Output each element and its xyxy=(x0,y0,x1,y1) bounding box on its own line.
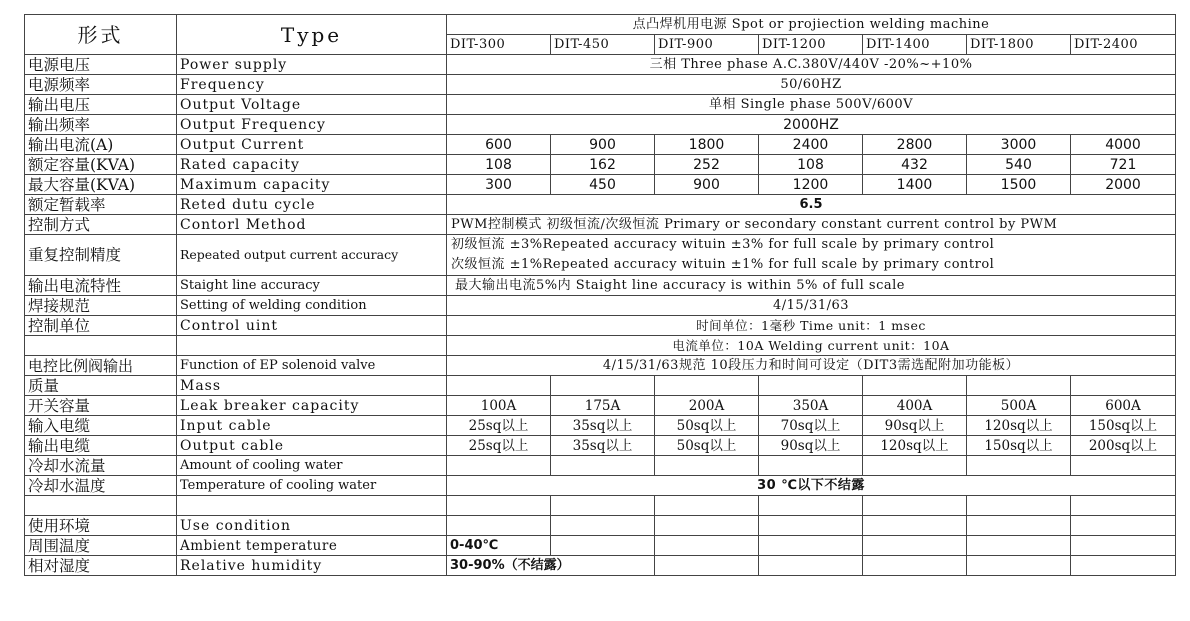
model-dit-450: DIT-450 xyxy=(551,35,655,55)
accuracy-line-primary: 初级恒流 ±3%Repeated accuracy wituin ±3% for full scale by primary control xyxy=(451,237,995,252)
spec-table xyxy=(24,14,1176,576)
label-zh: 焊接规范 xyxy=(25,296,177,316)
cell-value: 25sq以上 xyxy=(447,416,551,436)
cell-value: 150sq以上 xyxy=(967,436,1071,456)
empty-cell xyxy=(447,516,551,536)
label-zh: 冷却水流量 xyxy=(25,456,177,476)
table-row xyxy=(25,235,1176,276)
empty-cell xyxy=(863,556,967,576)
empty-cell xyxy=(25,496,177,516)
empty-cell xyxy=(655,516,759,536)
spec-value: 4/15/31/63 xyxy=(447,296,1176,316)
label-en: Rated capacity xyxy=(177,155,447,175)
label-zh: 电源电压 xyxy=(25,55,177,75)
empty-cell xyxy=(1071,456,1176,476)
label-zh: 电源频率 xyxy=(25,75,177,95)
cell-value: 350A xyxy=(759,396,863,416)
cell-value: 25sq以上 xyxy=(447,436,551,456)
cell-value: 900 xyxy=(655,175,759,195)
spec-value: 30 ℃以下不结露 xyxy=(447,476,1176,496)
cell-value: 108 xyxy=(447,155,551,175)
cell-value: 120sq以上 xyxy=(863,436,967,456)
cell-value: 1500 xyxy=(967,175,1071,195)
table-row xyxy=(25,396,1176,416)
empty-cell xyxy=(863,456,967,476)
cell-value: 3000 xyxy=(967,135,1071,155)
label-zh: 控制方式 xyxy=(25,215,177,235)
model-dit-2400: DIT-2400 xyxy=(1071,35,1176,55)
empty-cell xyxy=(759,376,863,396)
spec-value: 最大输出电流5%内 Staight line accuracy is within 5% of full scale xyxy=(447,276,1176,296)
empty-cell xyxy=(25,336,177,356)
empty-cell xyxy=(447,456,551,476)
label-en: Amount of cooling water xyxy=(177,456,447,476)
spec-value: 4/15/31/63规范 10段压力和时间可设定（DIT3需选配附加功能板） xyxy=(447,356,1176,376)
table-row xyxy=(25,556,1176,576)
cell-value: 70sq以上 xyxy=(759,416,863,436)
label-en: Output Voltage xyxy=(177,95,447,115)
label-zh: 输入电缆 xyxy=(25,416,177,436)
label-zh: 额定容量(KVA) xyxy=(25,155,177,175)
empty-cell xyxy=(759,516,863,536)
empty-cell xyxy=(967,536,1071,556)
label-zh: 使用环境 xyxy=(25,516,177,536)
cell-value: 30-90%（不结露） xyxy=(447,556,655,576)
cell-value: 540 xyxy=(967,155,1071,175)
cell-value: 721 xyxy=(1071,155,1176,175)
cell-value: 2000 xyxy=(1071,175,1176,195)
table-row xyxy=(25,155,1176,175)
cell-value: 0-40℃ xyxy=(447,536,551,556)
cell-value: 150sq以上 xyxy=(1071,416,1176,436)
label-zh: 输出频率 xyxy=(25,115,177,135)
label-en: Input cable xyxy=(177,416,447,436)
empty-cell xyxy=(655,496,759,516)
empty-cell xyxy=(863,516,967,536)
empty-cell xyxy=(447,376,551,396)
label-zh: 冷却水温度 xyxy=(25,476,177,496)
model-dit-1400: DIT-1400 xyxy=(863,35,967,55)
cell-value: 50sq以上 xyxy=(655,436,759,456)
label-zh: 控制单位 xyxy=(25,316,177,336)
label-zh: 最大容量(KVA) xyxy=(25,175,177,195)
table-row xyxy=(25,376,1176,396)
spec-value: 单相 Single phase 500V/600V xyxy=(447,95,1176,115)
empty-cell xyxy=(967,556,1071,576)
cell-value: 252 xyxy=(655,155,759,175)
empty-cell xyxy=(1071,376,1176,396)
table-row xyxy=(25,336,1176,356)
cell-value: 300 xyxy=(447,175,551,195)
model-dit-1200: DIT-1200 xyxy=(759,35,863,55)
header-form: 形式 xyxy=(25,15,177,55)
table-row xyxy=(25,476,1176,496)
spec-value: 6.5 xyxy=(447,195,1176,215)
label-en: Maximum capacity xyxy=(177,175,447,195)
empty-cell xyxy=(1071,556,1176,576)
label-en: Ambient temperature xyxy=(177,536,447,556)
label-en: Use condition xyxy=(177,516,447,536)
cell-value: 200sq以上 xyxy=(1071,436,1176,456)
label-zh: 电控比例阀输出 xyxy=(25,356,177,376)
label-en: Reted dutu cycle xyxy=(177,195,447,215)
table-row xyxy=(25,195,1176,215)
cell-value: 100A xyxy=(447,396,551,416)
empty-cell xyxy=(759,536,863,556)
spec-value: 时间单位：1毫秒 Time unit：1 msec xyxy=(447,316,1176,336)
empty-cell xyxy=(655,376,759,396)
cell-value: 600 xyxy=(447,135,551,155)
cell-value: 2400 xyxy=(759,135,863,155)
empty-cell xyxy=(551,496,655,516)
label-en: Output Frequency xyxy=(177,115,447,135)
machine-title: 点凸焊机用电源 Spot or projiection welding machine xyxy=(447,15,1176,35)
spec-value: 2000HZ xyxy=(447,115,1176,135)
table-row xyxy=(25,516,1176,536)
table-row xyxy=(25,215,1176,235)
model-dit-900: DIT-900 xyxy=(655,35,759,55)
table-row xyxy=(25,276,1176,296)
cell-value: 1800 xyxy=(655,135,759,155)
empty-cell xyxy=(967,376,1071,396)
table-row xyxy=(25,75,1176,95)
cell-value: 900 xyxy=(551,135,655,155)
header-row xyxy=(25,15,1176,35)
model-dit-1800: DIT-1800 xyxy=(967,35,1071,55)
table-row xyxy=(25,135,1176,155)
label-zh: 重复控制精度 xyxy=(25,235,177,276)
empty-cell xyxy=(655,456,759,476)
empty-cell xyxy=(863,376,967,396)
empty-cell xyxy=(551,456,655,476)
label-en: Power supply xyxy=(177,55,447,75)
empty-cell xyxy=(967,516,1071,536)
cell-value: 35sq以上 xyxy=(551,436,655,456)
cell-value: 175A xyxy=(551,396,655,416)
label-zh: 输出电缆 xyxy=(25,436,177,456)
cell-value: 2800 xyxy=(863,135,967,155)
table-row xyxy=(25,496,1176,516)
empty-cell xyxy=(1071,516,1176,536)
cell-value: 600A xyxy=(1071,396,1176,416)
label-en: Temperature of cooling water xyxy=(177,476,447,496)
table-row xyxy=(25,95,1176,115)
table-row xyxy=(25,55,1176,75)
label-zh: 开关容量 xyxy=(25,396,177,416)
label-en: Staight line accuracy xyxy=(177,276,447,296)
label-en: Contorl Method xyxy=(177,215,447,235)
spec-value: 三相 Three phase A.C.380V/440V -20%~+10% xyxy=(447,55,1176,75)
label-en: Mass xyxy=(177,376,447,396)
empty-cell xyxy=(759,556,863,576)
table-row xyxy=(25,456,1176,476)
cell-value: 1200 xyxy=(759,175,863,195)
header-type: Type xyxy=(177,15,447,55)
empty-cell xyxy=(551,536,655,556)
model-dit-300: DIT-300 xyxy=(447,35,551,55)
empty-cell xyxy=(551,516,655,536)
empty-cell xyxy=(551,376,655,396)
label-en: Output Current xyxy=(177,135,447,155)
empty-cell xyxy=(863,496,967,516)
spec-value xyxy=(447,235,1176,276)
empty-cell xyxy=(177,496,447,516)
empty-cell xyxy=(177,336,447,356)
spec-value: PWM控制模式 初级恒流/次级恒流 Primary or secondary constant current control by PWM xyxy=(447,215,1176,235)
empty-cell xyxy=(447,496,551,516)
empty-cell xyxy=(655,556,759,576)
label-zh: 周围温度 xyxy=(25,536,177,556)
table-row xyxy=(25,416,1176,436)
accuracy-line-secondary: 次级恒流 ±1%Repeated accuracy wituin ±1% for full scale by primary control xyxy=(451,257,995,272)
label-en: Repeated output current accuracy xyxy=(177,235,447,276)
cell-value: 120sq以上 xyxy=(967,416,1071,436)
table-row xyxy=(25,175,1176,195)
table-row xyxy=(25,296,1176,316)
label-zh: 额定暂载率 xyxy=(25,195,177,215)
label-zh: 质量 xyxy=(25,376,177,396)
table-row xyxy=(25,115,1176,135)
cell-value: 200A xyxy=(655,396,759,416)
table-row xyxy=(25,536,1176,556)
empty-cell xyxy=(1071,496,1176,516)
spec-value: 50/60HZ xyxy=(447,75,1176,95)
cell-value: 450 xyxy=(551,175,655,195)
label-en: Control uint xyxy=(177,316,447,336)
cell-value: 50sq以上 xyxy=(655,416,759,436)
cell-value: 432 xyxy=(863,155,967,175)
cell-value: 400A xyxy=(863,396,967,416)
cell-value: 108 xyxy=(759,155,863,175)
label-en: Frequency xyxy=(177,75,447,95)
empty-cell xyxy=(759,456,863,476)
table-row xyxy=(25,436,1176,456)
label-zh: 输出电压 xyxy=(25,95,177,115)
cell-value: 162 xyxy=(551,155,655,175)
empty-cell xyxy=(967,456,1071,476)
label-zh: 输出电流特性 xyxy=(25,276,177,296)
label-zh: 相对湿度 xyxy=(25,556,177,576)
cell-value: 90sq以上 xyxy=(863,416,967,436)
label-en: Function of EP solenoid valve xyxy=(177,356,447,376)
empty-cell xyxy=(759,496,863,516)
table-row xyxy=(25,316,1176,336)
spec-value: 电流单位：10A Welding current unit：10A xyxy=(447,336,1176,356)
label-en: Relative humidity xyxy=(177,556,447,576)
label-en: Setting of welding condition xyxy=(177,296,447,316)
empty-cell xyxy=(967,496,1071,516)
cell-value: 1400 xyxy=(863,175,967,195)
cell-value: 4000 xyxy=(1071,135,1176,155)
label-zh: 输出电流(A) xyxy=(25,135,177,155)
cell-value: 500A xyxy=(967,396,1071,416)
empty-cell xyxy=(863,536,967,556)
cell-value: 35sq以上 xyxy=(551,416,655,436)
label-en: Leak breaker capacity xyxy=(177,396,447,416)
empty-cell xyxy=(1071,536,1176,556)
table-row xyxy=(25,356,1176,376)
label-en: Output cable xyxy=(177,436,447,456)
empty-cell xyxy=(655,536,759,556)
cell-value: 90sq以上 xyxy=(759,436,863,456)
